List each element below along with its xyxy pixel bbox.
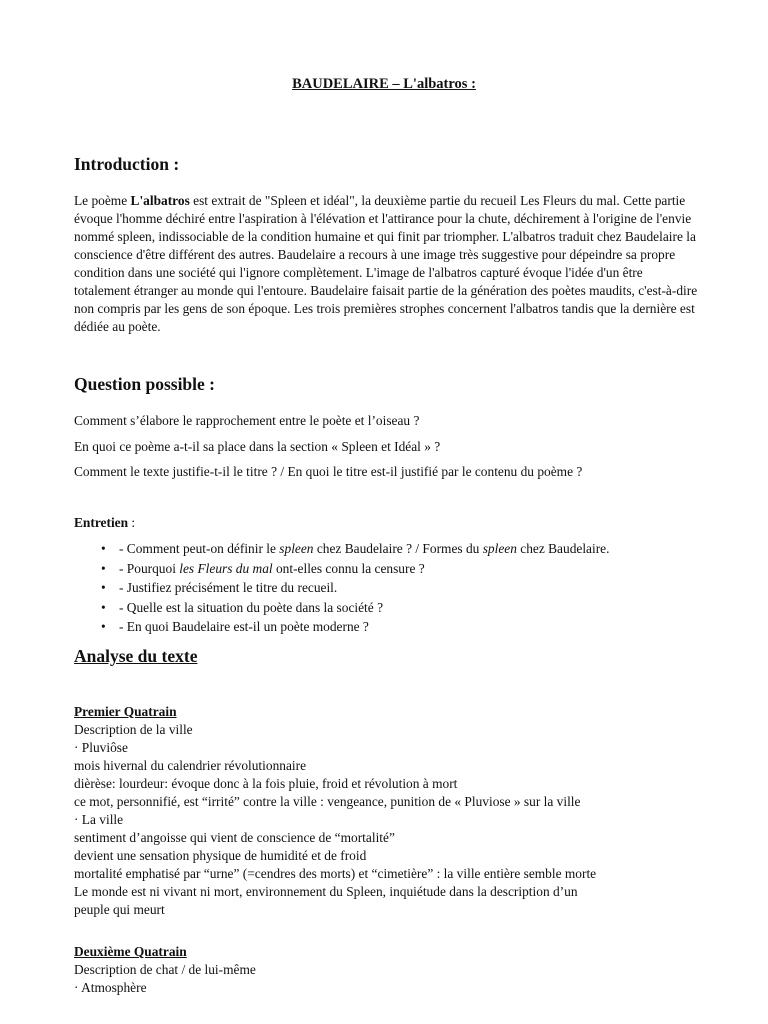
question-1: Comment s’élabore le rapprochement entre le poète et l’oiseau ?: [74, 413, 420, 428]
text-line: · La ville: [74, 812, 124, 827]
text-line: dièrèse: lourdeur: évoque donc à la fois pluie, froid et révolution à mort: [74, 776, 458, 791]
list-item: • - Pourquoi les Fleurs du mal ont-elles connu la censure ?: [74, 560, 609, 580]
text-line: Description de la ville: [74, 722, 193, 737]
text-line: · Pluviôse: [74, 740, 128, 755]
entretien-list: [74, 540, 609, 638]
introduction-paragraph: Le poème L'albatros est extrait de "Spleen et idéal", la deuxième partie du recueil Les Fleurs du mal. Cette partie évoque l'homme déchiré entre l'aspiration à l'élévation et l'attirance pour la chute, déchirement à l'origine de l'envie nommé spleen, indissociable de la condition humaine et qui finit par triompher. L'albatros traduit chez Baudelaire la conscience d'être différent des autres. Baudelaire a recours à une image très suggestive pour dépeindre sa propre condition dans une société qui l'ignore complètement. L'image de l'albatros capturé évoque l'idée d'un être totalement étranger au monde qui l'entoure. Baudelaire faisait partie de la génération des poètes maudits, c'est-à-dire non compris par les gens de son époque. Les trois premières strophes concernent l'albatros tandis que la dernière est dédiée au poète.: [74, 193, 698, 334]
text-line: Le monde est ni vivant ni mort, environnement du Spleen, inquiétude dans la description d’un: [74, 884, 578, 899]
text-line: devient une sensation physique de humidité et de froid: [74, 848, 367, 863]
entretien-label: Entretien :: [74, 515, 136, 530]
question-2: En quoi ce poème a-t-il sa place dans la section « Spleen et Idéal » ?: [74, 439, 441, 454]
list-item: • - Quelle est la situation du poète dans la société ?: [74, 599, 609, 619]
text-line: peuple qui meurt: [74, 902, 165, 917]
introduction-heading: Introduction :: [74, 154, 180, 174]
deuxieme-quatrain-lines: [74, 961, 714, 997]
text-line: sentiment d’angoisse qui vient de conscience de “mortalité”: [74, 830, 395, 845]
text-line: · Atmosphère: [74, 980, 147, 995]
text-line: mois hivernal du calendrier révolutionnaire: [74, 758, 307, 773]
list-item: • - Justifiez précisément le titre du recueil.: [74, 579, 609, 599]
analyse-heading: Analyse du texte: [74, 646, 198, 666]
questions-heading: Question possible :: [74, 374, 215, 394]
premier-quatrain-title: Premier Quatrain: [74, 704, 177, 719]
list-item: • - Comment peut-on définir le spleen chez Baudelaire ? / Formes du spleen chez Baudelaire.: [74, 540, 609, 560]
premier-quatrain-lines: [74, 721, 714, 919]
list-item: • - En quoi Baudelaire est-il un poète moderne ?: [74, 618, 609, 638]
text-line: ce mot, personnifié, est “irrité” contre la ville : vengeance, punition de « Pluviose » sur la ville: [74, 794, 581, 809]
document-title: BAUDELAIRE – L'albatros :: [292, 76, 476, 92]
text-line: Description de chat / de lui-même: [74, 962, 256, 977]
question-3: Comment le texte justifie-t-il le titre ? / En quoi le titre est-il justifié par le contenu du poème ?: [74, 464, 583, 479]
deuxieme-quatrain-title: Deuxième Quatrain: [74, 944, 187, 959]
text-line: mortalité emphatisé par “urne” (=cendres des morts) et “cimetière” : la ville entière semble morte: [74, 866, 597, 881]
poem-title: L'albatros: [130, 193, 190, 208]
